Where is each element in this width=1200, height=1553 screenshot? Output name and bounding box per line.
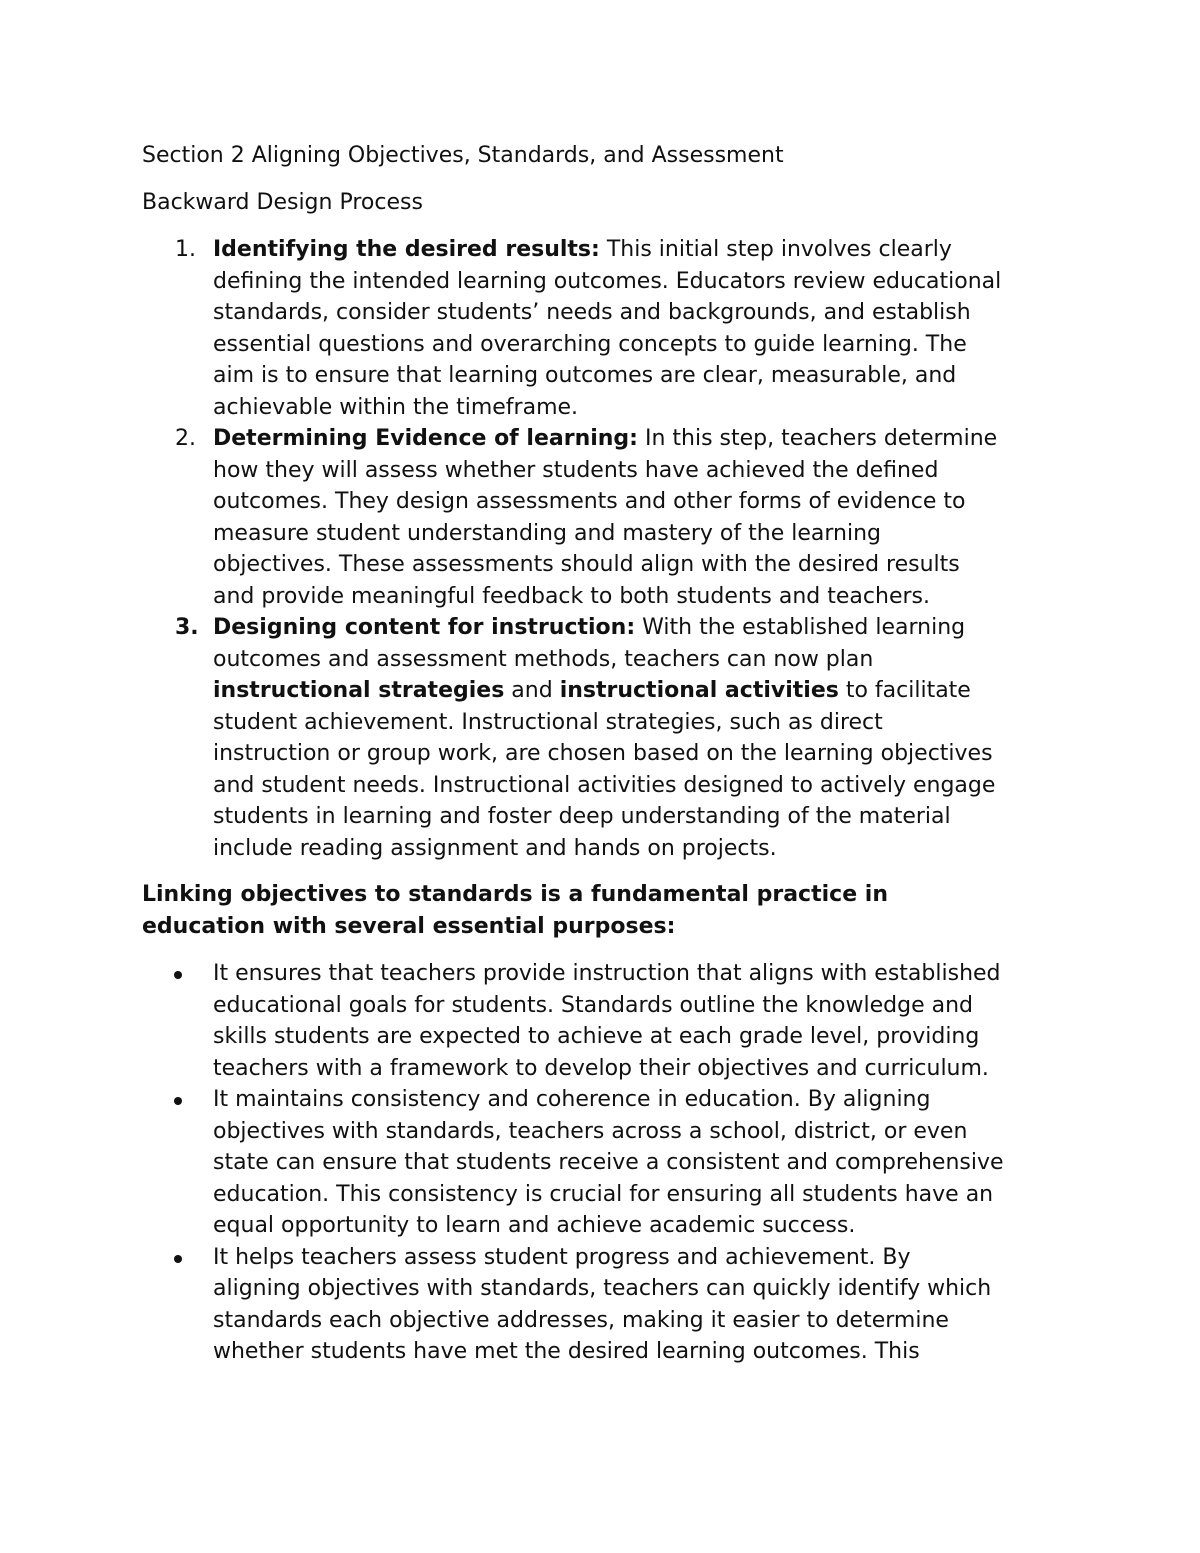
- list-line-text: In this step, teachers determine: [637, 426, 998, 451]
- list-line: student achievement. Instructional strategies, such as direct: [213, 709, 883, 735]
- list-line: aligning objectives with standards, teachers can quickly identify which: [213, 1276, 992, 1301]
- list-line: essential questions and overarching concepts to guide learning. The: [213, 331, 967, 357]
- bullet-list-item: [142, 1242, 1072, 1368]
- emphasis-term: instructional activities: [559, 678, 839, 703]
- list-line: defining the intended learning outcomes. Educators review educational: [213, 268, 1002, 294]
- heading-line: education with several essential purposes:: [142, 913, 676, 939]
- list-line: and provide meaningful feedback to both students and teachers.: [213, 583, 930, 609]
- list-line: [213, 675, 1072, 707]
- numbered-list-item: [142, 612, 1072, 864]
- list-line: how they will assess whether students have achieved the defined: [213, 457, 939, 483]
- bullet-icon: [174, 1255, 182, 1263]
- list-line: education. This consistency is crucial for ensuring all students have an: [213, 1181, 994, 1207]
- list-line: It helps teachers assess student progress and achievement. By: [213, 1244, 911, 1270]
- list-line: It maintains consistency and coherence in education. By aligning: [213, 1087, 931, 1112]
- list-number: 3.: [175, 615, 199, 640]
- list-line: It ensures that teachers provide instruction that aligns with established: [213, 961, 1001, 986]
- list-number: 1.: [175, 237, 196, 262]
- numbered-list-item: [142, 423, 1072, 612]
- list-line: skills students are expected to achieve at each grade level, providing: [213, 1024, 980, 1049]
- document-body: [142, 140, 1072, 1368]
- numbered-list: [142, 234, 1072, 864]
- list-line: achievable within the timeframe.: [213, 394, 579, 420]
- bullet-list: [142, 958, 1072, 1368]
- list-line: educational goals for students. Standards outline the knowledge and: [213, 992, 974, 1018]
- list-line: state can ensure that students receive a consistent and comprehensive: [213, 1150, 1004, 1175]
- list-line: whether students have met the desired learning outcomes. This: [213, 1339, 920, 1364]
- list-line: equal opportunity to learn and achieve academic success.: [213, 1213, 856, 1238]
- list-line: standards, consider students’ needs and backgrounds, and establish: [213, 300, 971, 325]
- section-title: Section 2 Aligning Objectives, Standards, and Assessment: [142, 143, 784, 168]
- list-line: teachers with a framework to develop their objectives and curriculum.: [213, 1055, 989, 1081]
- list-line-text: This initial step involves clearly: [599, 237, 952, 262]
- list-line: measure student understanding and mastery of the learning: [213, 520, 881, 546]
- list-item-term: Determining Evidence of learning:: [213, 426, 638, 451]
- bullet-icon: [174, 1097, 182, 1105]
- list-item-term: Designing content for instruction:: [213, 615, 636, 640]
- bullet-list-item: [142, 958, 1072, 1084]
- list-line: standards each objective addresses, making it easier to determine: [213, 1307, 949, 1333]
- list-line: include reading assignment and hands on projects.: [213, 835, 777, 861]
- list-line: instruction or group work, are chosen based on the learning objectives: [213, 741, 993, 766]
- bullet-list-item: [142, 1084, 1072, 1242]
- list-line: students in learning and foster deep understanding of the material: [213, 804, 951, 829]
- list-line: [213, 234, 1072, 266]
- list-line-text: and: [504, 678, 560, 703]
- list-line: outcomes. They design assessments and other forms of evidence to: [213, 489, 966, 514]
- emphasis-term: instructional strategies: [213, 678, 505, 703]
- bullet-icon: [174, 971, 182, 979]
- numbered-list-item: [142, 234, 1072, 423]
- section-heading: [142, 879, 1072, 942]
- list-line-text: With the established learning: [635, 615, 966, 640]
- list-line: [213, 423, 1072, 455]
- heading-line: Linking objectives to standards is a fundamental practice in: [142, 882, 888, 907]
- list-line: and student needs. Instructional activities designed to actively engage: [213, 772, 996, 798]
- section-subtitle: Backward Design Process: [142, 189, 423, 215]
- list-line: outcomes and assessment methods, teachers can now plan: [213, 646, 874, 672]
- list-line: objectives with standards, teachers across a school, district, or even: [213, 1118, 968, 1144]
- list-number: 2.: [175, 426, 196, 451]
- list-item-term: Identifying the desired results:: [213, 237, 600, 262]
- list-line-text: to facilitate: [838, 678, 971, 703]
- list-line: aim is to ensure that learning outcomes are clear, measurable, and: [213, 363, 957, 388]
- list-line: objectives. These assessments should align with the desired results: [213, 552, 960, 577]
- list-line: [213, 612, 1072, 644]
